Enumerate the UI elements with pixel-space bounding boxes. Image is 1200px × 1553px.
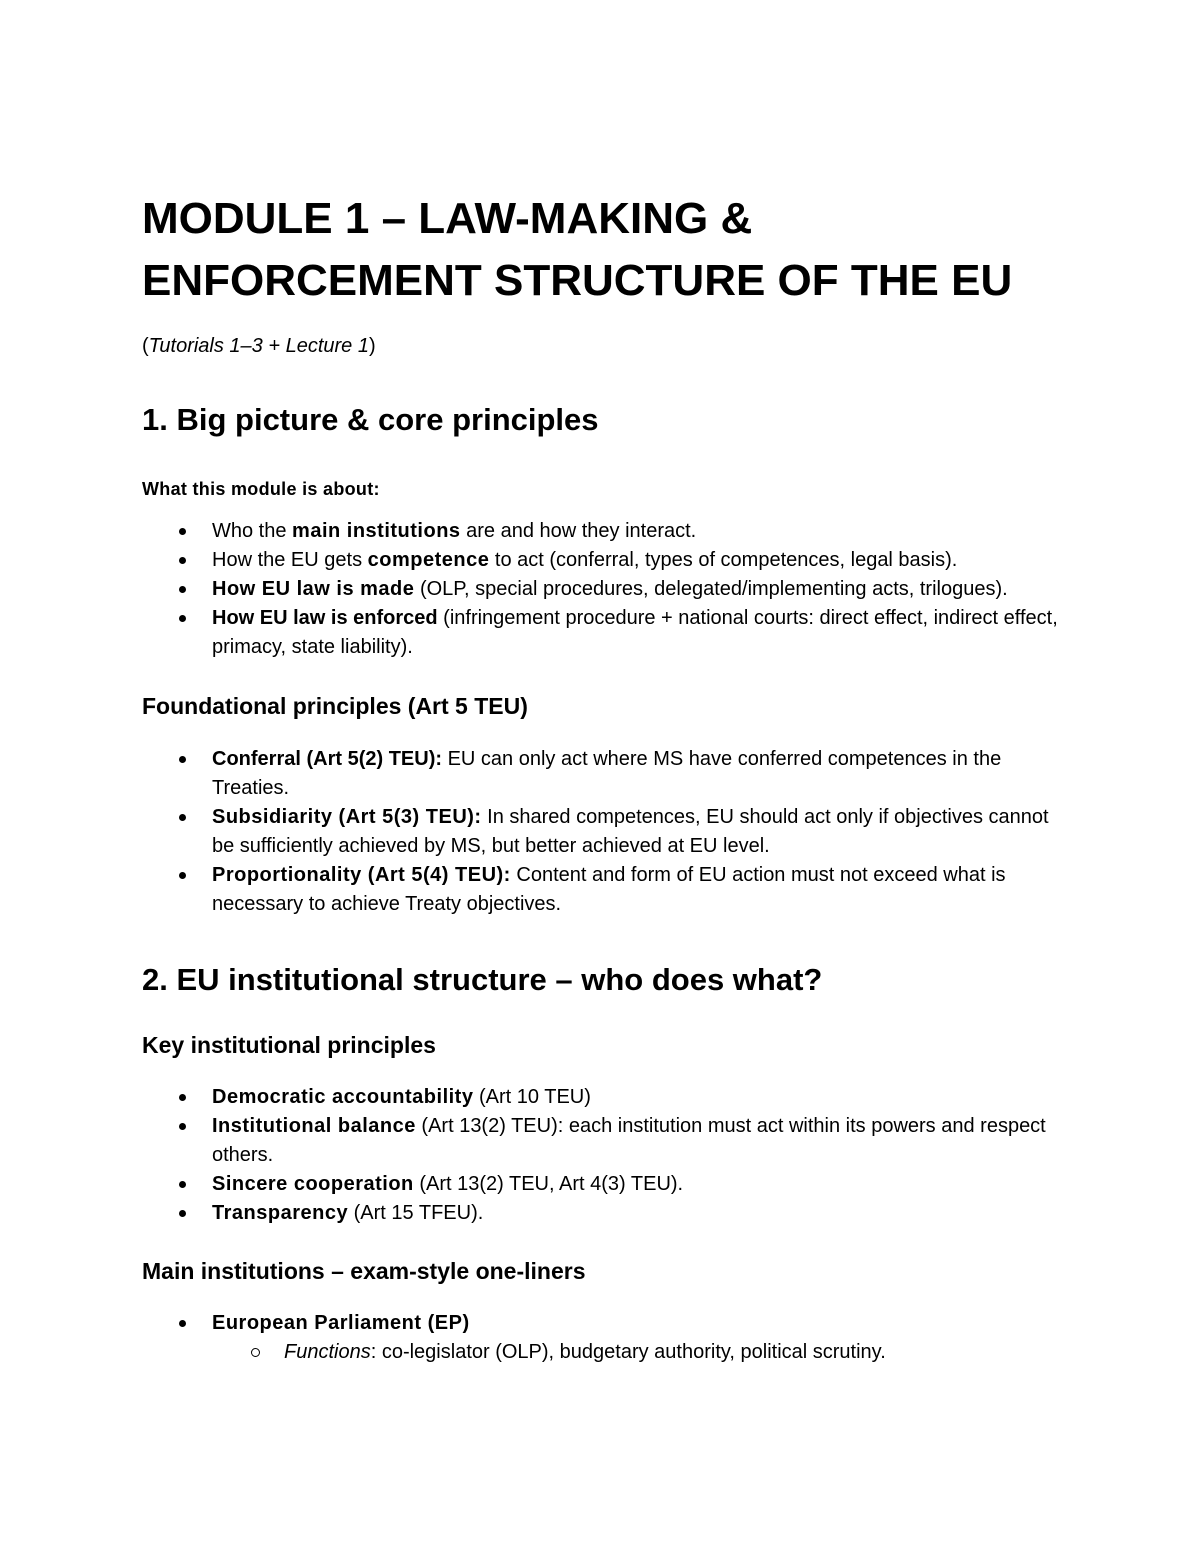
item-text: : co-legislator (OLP), budgetary authority, political scrutiny. xyxy=(370,1341,886,1363)
item-bold: Conferral (Art 5(2) TEU): xyxy=(212,748,443,770)
module-about-label: What this module is about: xyxy=(142,479,380,499)
item-bold: How EU law is enforced xyxy=(212,607,438,629)
item-bold: Sincere cooperation xyxy=(212,1173,414,1195)
section-1-heading: 1. Big picture & core principles xyxy=(142,402,599,437)
key-principles-heading: Key institutional principles xyxy=(142,1032,436,1058)
main-institutions-heading: Main institutions – exam-style one-liners xyxy=(142,1258,586,1284)
key-principles-list xyxy=(142,1083,1072,1228)
list-item xyxy=(142,1309,1072,1338)
item-bold: How EU law is made xyxy=(212,578,415,600)
item-bold: Institutional balance xyxy=(212,1115,416,1137)
item-text: In shared competences, EU should act only if objectives cannot be sufficiently achieved by MS, but better achieved at EU level. xyxy=(212,806,1049,857)
item-text: Content and form of EU action must not exceed what is necessary to achieve Treaty objectives. xyxy=(212,864,1006,915)
main-institutions-list xyxy=(142,1309,1072,1338)
foundational-list xyxy=(142,745,1072,919)
item-bold: Transparency xyxy=(212,1202,349,1224)
document-page xyxy=(142,188,1072,1367)
ep-sub-list xyxy=(142,1338,1072,1367)
item-text: are and how they interact. xyxy=(460,520,697,542)
item-text: (Art 13(2) TEU, Art 4(3) TEU). xyxy=(413,1173,684,1195)
item-text: How the EU gets xyxy=(212,549,368,571)
module-subtitle xyxy=(142,332,1072,360)
list-item xyxy=(142,575,1072,604)
item-text: (Art 13(2) TEU): each institution must act within its powers and respect others. xyxy=(212,1115,1046,1166)
list-item xyxy=(142,517,1072,546)
item-bold: Democratic accountability xyxy=(212,1086,474,1108)
item-italic: Functions xyxy=(284,1341,371,1363)
section-2-heading: 2. EU institutional structure – who does what? xyxy=(142,962,823,997)
item-text: (Art 10 TEU) xyxy=(473,1086,591,1108)
list-item xyxy=(142,803,1072,861)
list-item xyxy=(142,1083,1072,1112)
item-text: (OLP, special procedures, delegated/implementing acts, trilogues). xyxy=(414,578,1008,600)
item-text: (infringement procedure + national courts: direct effect, indirect effect, primacy, state liability). xyxy=(212,607,1058,658)
item-text: (Art 15 TFEU). xyxy=(348,1202,484,1224)
item-text: EU can only act where MS have conferred competences in the Treaties. xyxy=(212,748,1002,799)
item-bold: Proportionality (Art 5(4) TEU): xyxy=(212,864,511,886)
list-item xyxy=(142,861,1072,919)
list-item xyxy=(142,604,1072,662)
list-item xyxy=(142,546,1072,575)
list-item xyxy=(142,1112,1072,1170)
item-text: to act (conferral, types of competences, legal basis). xyxy=(489,549,958,571)
subtitle-close-paren: ) xyxy=(368,335,376,357)
list-item xyxy=(142,1199,1072,1228)
title-line-1: MODULE 1 – LAW-MAKING & xyxy=(142,194,753,243)
sub-list-item xyxy=(142,1338,1072,1367)
title-line-2: ENFORCEMENT STRUCTURE OF THE EU xyxy=(142,256,1013,305)
page-title xyxy=(142,188,1072,312)
subtitle-open-paren: ( xyxy=(142,335,149,357)
item-text: Who the xyxy=(212,520,293,542)
list-item xyxy=(142,1170,1072,1199)
item-bold: European Parliament (EP) xyxy=(212,1312,470,1334)
item-bold: competence xyxy=(367,549,490,571)
subtitle-text: Tutorials 1–3 + Lecture 1 xyxy=(148,335,369,357)
item-bold: Subsidiarity (Art 5(3) TEU): xyxy=(212,806,482,828)
item-bold: main institutions xyxy=(292,520,461,542)
about-list xyxy=(142,517,1072,662)
foundational-principles-heading: Foundational principles (Art 5 TEU) xyxy=(142,693,528,719)
list-item xyxy=(142,745,1072,803)
